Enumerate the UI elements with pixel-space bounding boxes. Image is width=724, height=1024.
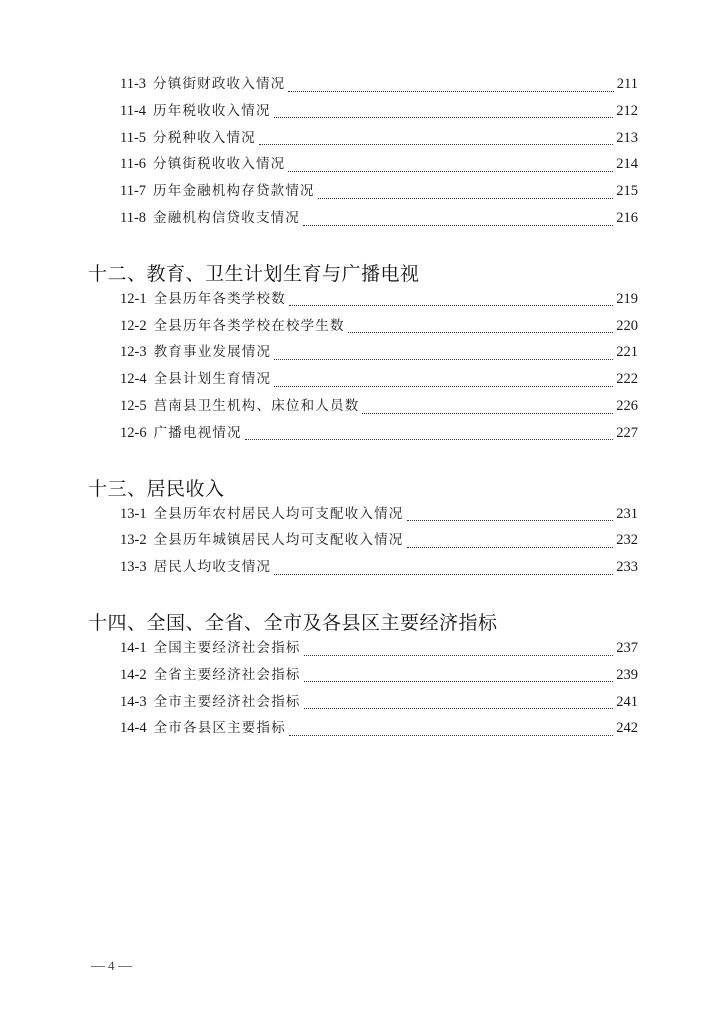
entry-title: 全市各县区主要指标	[153, 720, 286, 737]
dot-leader	[289, 301, 613, 306]
entry-title: 全市主要经济社会指标	[153, 693, 301, 710]
entry-page-number: 242	[616, 720, 638, 737]
entry-title: 历年税收收入情况	[153, 102, 271, 119]
entry-number: 11-4	[120, 102, 147, 119]
entry-title: 全县历年各类学校在校学生数	[153, 317, 345, 334]
section-heading: 十三、居民收入	[88, 477, 225, 500]
entry-number: 14-2	[120, 666, 147, 683]
entry-number: 11-6	[120, 156, 147, 173]
dot-leader	[362, 409, 613, 414]
toc-entry[interactable]	[120, 422, 638, 444]
entry-page-number: 241	[616, 693, 638, 710]
dot-leader	[304, 651, 614, 656]
entry-number: 12-2	[120, 317, 147, 334]
dot-leader	[274, 570, 613, 575]
toc-entry[interactable]	[120, 127, 638, 149]
toc-entry[interactable]	[120, 288, 638, 310]
toc-entry[interactable]	[120, 315, 638, 337]
entry-number: 12-4	[120, 371, 147, 388]
dot-leader	[288, 87, 613, 92]
entry-page-number: 214	[616, 156, 638, 173]
toc-entry[interactable]	[120, 207, 638, 229]
entry-page-number: 212	[616, 102, 638, 119]
dot-leader	[274, 382, 613, 387]
footer-dash-right	[118, 966, 132, 967]
entry-number: 13-2	[120, 532, 147, 549]
entry-title: 全县历年各类学校数	[153, 290, 286, 307]
page-footer	[88, 956, 135, 976]
entry-number: 13-3	[120, 559, 147, 576]
entry-title: 分镇街财政收入情况	[153, 76, 286, 92]
toc-entry[interactable]	[120, 100, 638, 122]
toc-entry[interactable]	[120, 73, 638, 95]
entry-page-number: 221	[616, 344, 638, 361]
dot-leader	[407, 543, 614, 548]
entry-page-number: 219	[616, 290, 638, 307]
entry-page-number: 220	[616, 317, 638, 334]
entry-page-number: 231	[616, 505, 638, 522]
entry-page-number: 226	[616, 398, 638, 414]
dot-leader	[318, 194, 614, 199]
entry-title: 全县历年城镇居民人均可支配收入情况	[153, 532, 404, 549]
entry-title: 全县计划生育情况	[153, 371, 272, 388]
entry-number: 12-6	[120, 424, 147, 441]
entry-number: 12-5	[120, 398, 147, 414]
toc-entry[interactable]	[120, 395, 638, 417]
entry-title: 莒南县卫生机构、床位和人员数	[153, 398, 360, 414]
entry-title: 历年金融机构存贷款情况	[153, 183, 315, 200]
entry-title: 分镇街税收收入情况	[153, 156, 286, 173]
toc-entry[interactable]	[120, 180, 638, 202]
entry-title: 全县历年农村居民人均可支配收入情况	[153, 505, 404, 522]
entry-title: 居民人均收支情况	[153, 559, 272, 576]
toc-entry[interactable]	[120, 341, 638, 363]
toc-entry[interactable]	[120, 153, 638, 175]
entry-number: 14-4	[120, 720, 147, 737]
entry-page-number: 227	[616, 424, 638, 441]
toc-entry[interactable]	[120, 529, 638, 551]
entry-number: 13-1	[120, 505, 147, 522]
toc-entry[interactable]	[120, 664, 638, 686]
dot-leader	[304, 704, 614, 709]
entry-page-number: 232	[616, 532, 638, 549]
entry-number: 12-1	[120, 290, 147, 307]
entry-page-number: 216	[616, 210, 638, 226]
entry-number: 14-1	[120, 640, 147, 656]
footer-page-number: 4	[108, 958, 115, 973]
entry-page-number: 215	[616, 183, 638, 200]
entry-page-number: 222	[616, 371, 638, 388]
dot-leader	[348, 328, 614, 333]
toc-entry[interactable]	[120, 556, 638, 578]
entry-title: 金融机构信贷收支情况	[153, 210, 301, 226]
entry-page-number: 233	[616, 559, 638, 576]
section-heading: 十四、全国、全省、全市及各县区主要经济指标	[88, 612, 498, 634]
entry-number: 14-3	[120, 693, 147, 710]
entry-number: 11-8	[120, 210, 147, 226]
entry-page-number: 211	[616, 76, 638, 92]
dot-leader	[274, 113, 614, 118]
dot-leader	[259, 140, 613, 145]
entry-number: 11-3	[120, 76, 147, 92]
dot-leader	[245, 435, 613, 440]
entry-page-number: 213	[616, 129, 638, 146]
entry-title: 全国主要经济社会指标	[153, 640, 301, 656]
entry-title: 全省主要经济社会指标	[153, 666, 301, 683]
toc-entry[interactable]	[120, 368, 638, 390]
entry-number: 11-5	[120, 129, 147, 146]
dot-leader	[274, 355, 613, 360]
dot-leader	[407, 516, 614, 521]
entry-title: 教育事业发展情况	[153, 344, 272, 361]
footer-dash-left	[91, 966, 105, 967]
entry-page-number: 237	[616, 640, 638, 656]
dot-leader	[304, 677, 614, 682]
entry-number: 12-3	[120, 344, 147, 361]
toc-entry[interactable]	[120, 637, 638, 659]
section-heading: 十二、教育、卫生计划生育与广播电视	[88, 262, 420, 285]
dot-leader	[303, 221, 613, 226]
dot-leader	[289, 731, 613, 736]
toc-entry[interactable]	[120, 503, 638, 525]
toc-entry[interactable]	[120, 691, 638, 713]
entry-page-number: 239	[616, 666, 638, 683]
entry-number: 11-7	[120, 183, 147, 200]
entry-title: 广播电视情况	[153, 424, 242, 441]
dot-leader	[288, 167, 613, 172]
toc-entry[interactable]	[120, 717, 638, 739]
entry-title: 分税种收入情况	[153, 129, 256, 146]
